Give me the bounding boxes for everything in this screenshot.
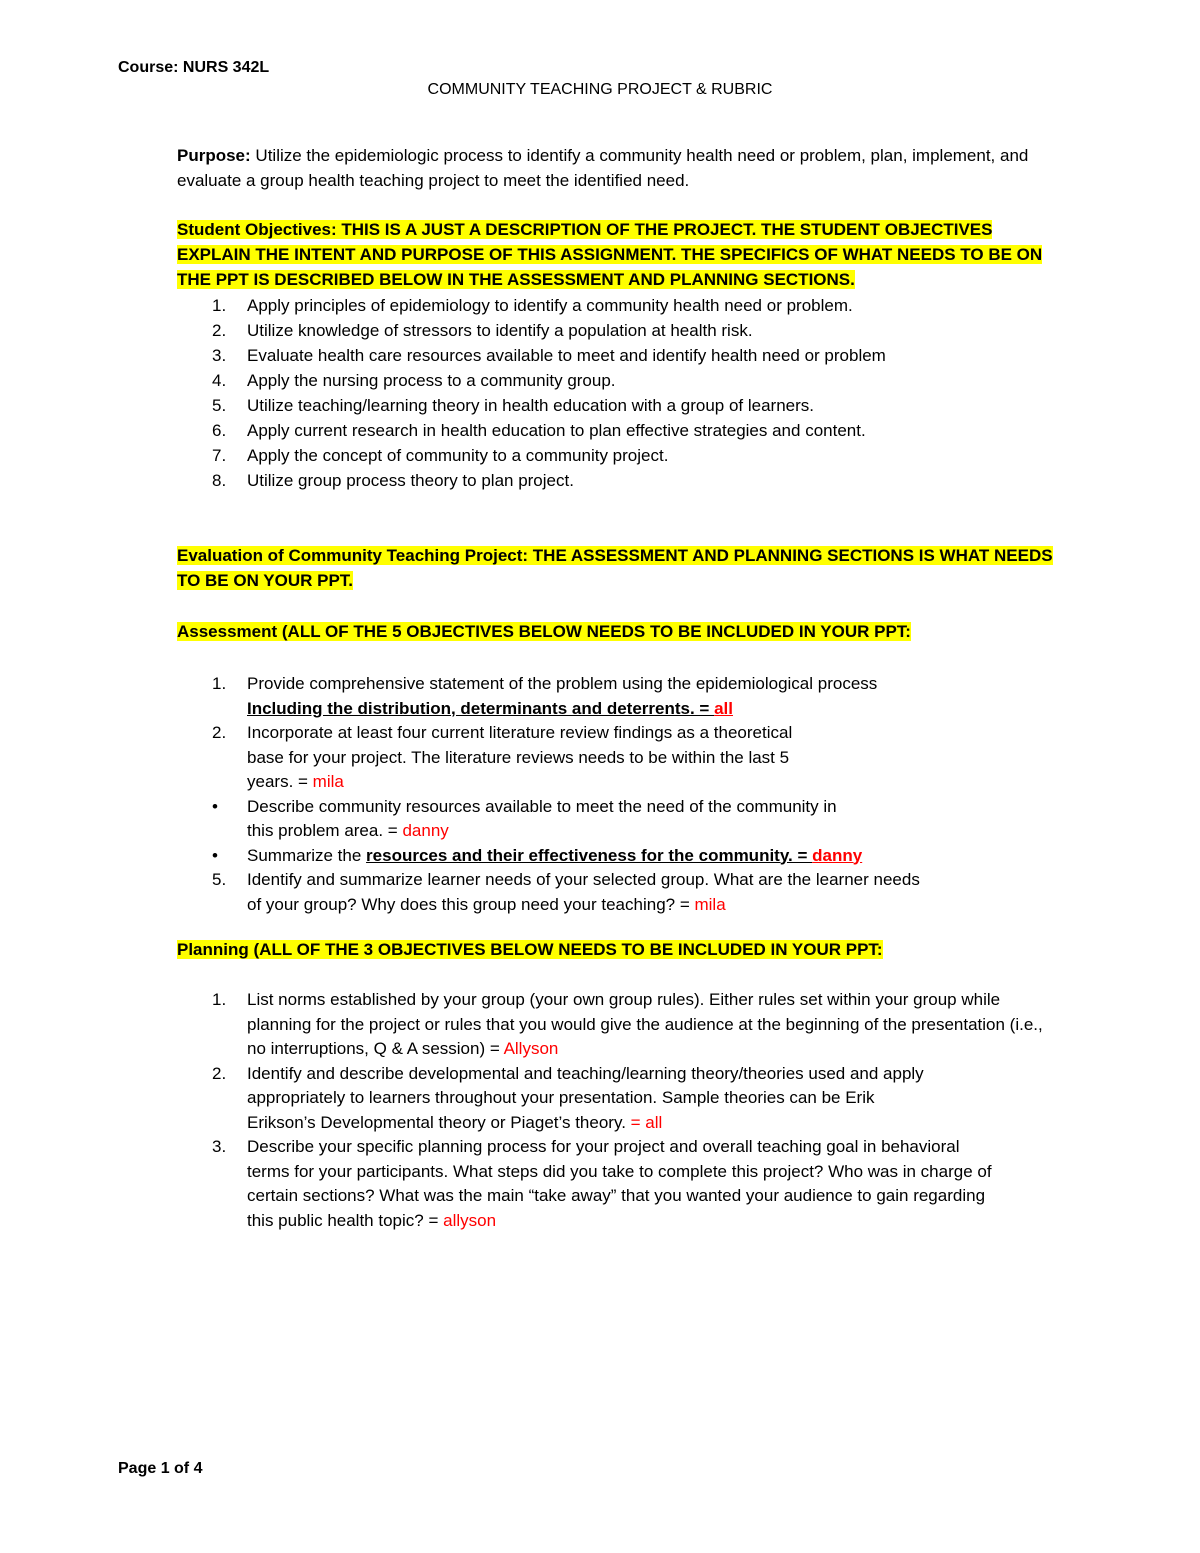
item-text: Apply the nursing process to a community group. <box>247 371 616 390</box>
evaluation-heading <box>177 543 1057 593</box>
item-number: 5. <box>212 870 227 889</box>
list-item <box>177 393 1057 418</box>
item-text: Describe community resources available to meet the need of the community in this problem area. = <box>247 796 837 840</box>
document-title: COMMUNITY TEACHING PROJECT & RUBRIC <box>427 81 773 98</box>
list-item <box>177 844 967 869</box>
item-text: Identify and summarize learner needs of your selected group. What are the learner needs of your group? Why does this group need your teaching? = <box>247 870 920 914</box>
assignee-label: mila <box>694 894 726 914</box>
list-item <box>177 368 1057 393</box>
item-number: 1. <box>212 674 227 693</box>
item-text: Summarize the <box>247 845 367 865</box>
item-text: Incorporate at least four current literature review findings as a theoretical base for your project. The literature reviews needs to be within the last 5 years. = <box>247 723 793 791</box>
assessment-list <box>177 672 967 917</box>
item-text: Apply the concept of community to a community project. <box>247 446 669 465</box>
assignee-label: all <box>714 698 733 718</box>
assessment-heading <box>177 619 1057 644</box>
item-text: Utilize knowledge of stressors to identify a population at health risk. <box>247 321 753 340</box>
item-number: 8. <box>212 471 227 490</box>
evaluation-heading-text: Evaluation of Community Teaching Project: THE ASSESSMENT AND PLANNING SECTIONS IS WHAT NEEDS TO BE ON YOUR PPT. <box>177 546 1053 590</box>
item-number: 2. <box>212 321 227 340</box>
list-item <box>177 468 1057 493</box>
list-item <box>177 443 1057 468</box>
course-header: Course: NURS 342L <box>118 59 270 76</box>
student-objectives-heading <box>177 217 1057 292</box>
list-item <box>177 418 1057 443</box>
item-emphasis: resources and their effectiveness for the community. = <box>366 845 813 865</box>
list-item <box>177 1062 1057 1136</box>
item-bullet: • <box>212 796 218 816</box>
item-emphasis: Including the distribution, determinants and deterrents. = <box>247 698 715 718</box>
item-text: Apply current research in health education to plan effective strategies and content. <box>247 421 866 440</box>
assessment-heading-text: Assessment (ALL OF THE 5 OBJECTIVES BELOW NEEDS TO BE INCLUDED IN YOUR PPT: <box>177 622 911 641</box>
assignee-label: = all <box>630 1112 663 1132</box>
list-item <box>177 795 967 844</box>
item-text: Evaluate health care resources available to meet and identify health need or problem <box>247 346 886 365</box>
student-objectives-heading-text: Student Objectives: THIS IS A JUST A DESCRIPTION OF THE PROJECT. THE STUDENT OBJECTIVES EXPLAIN THE INTENT AND PURPOSE OF THIS ASSIGNMENT. THE SPECIFICS OF WHAT NEEDS TO BE ON THE PPT IS DESCRIBED BELOW IN THE ASSESSMENT AND PLANNING SECTIONS. <box>177 220 1043 289</box>
list-item <box>177 343 1057 368</box>
item-text: Describe your specific planning process for your project and overall teaching goal in behavioral terms for your participants. What steps did you take to complete this project? Who was in charge of certain sections? What was the main “take away” that you wanted your audience to gain regarding this public health topic? = <box>247 1137 992 1230</box>
purpose-text: Utilize the epidemiologic process to identify a community health need or problem, plan, implement, and evaluate a group health teaching project to meet the identified need. <box>177 146 1029 190</box>
item-number: 4. <box>212 371 227 390</box>
purpose-paragraph <box>177 143 1057 193</box>
list-item <box>177 721 967 795</box>
purpose-label: Purpose: <box>177 146 251 165</box>
item-text: Identify and describe developmental and teaching/learning theory/theories used and apply appropriately to learners throughout your presentation. Sample theories can be Erik Erikson’s Developmental theory or Piaget’s theory. <box>247 1063 924 1132</box>
planning-heading <box>177 937 1057 962</box>
item-number: 3. <box>212 346 227 365</box>
student-objectives-list <box>177 293 1057 493</box>
item-number: 1. <box>212 296 227 315</box>
list-item <box>177 318 1057 343</box>
item-text: Utilize teaching/learning theory in health education with a group of learners. <box>247 396 815 415</box>
assignee-label: Allyson <box>503 1039 559 1058</box>
item-bullet: • <box>212 845 218 865</box>
planning-list <box>177 988 1057 1233</box>
item-number: 7. <box>212 446 227 465</box>
item-text: List norms established by your group (your own group rules). Either rules set within your group while planning for the project or rules that you would give the audience at the beginning of the presentation (i.e., no interruptions, Q & A session) = <box>247 990 1043 1058</box>
item-number: 1. <box>212 990 227 1009</box>
assignee-label: danny <box>402 821 449 840</box>
list-item <box>177 672 967 721</box>
list-item <box>177 293 1057 318</box>
planning-heading-text: Planning (ALL OF THE 3 OBJECTIVES BELOW NEEDS TO BE INCLUDED IN YOUR PPT: <box>177 940 883 959</box>
list-item <box>177 868 967 917</box>
page-number: Page 1 of 4 <box>118 1460 203 1477</box>
item-text: Provide comprehensive statement of the problem using the epidemiological process <box>247 674 878 693</box>
item-text: Utilize group process theory to plan project. <box>247 471 574 490</box>
list-item <box>177 988 1057 1062</box>
item-number: 2. <box>212 723 227 742</box>
item-text: Apply principles of epidemiology to identify a community health need or problem. <box>247 296 853 315</box>
item-number: 2. <box>212 1063 227 1083</box>
item-number: 6. <box>212 421 227 440</box>
assignee-label: mila <box>312 772 344 791</box>
assignee-label: danny <box>812 845 863 865</box>
list-item <box>177 1135 1057 1233</box>
item-number: 3. <box>212 1137 227 1156</box>
item-number: 5. <box>212 396 227 415</box>
assignee-label: allyson <box>443 1210 497 1230</box>
